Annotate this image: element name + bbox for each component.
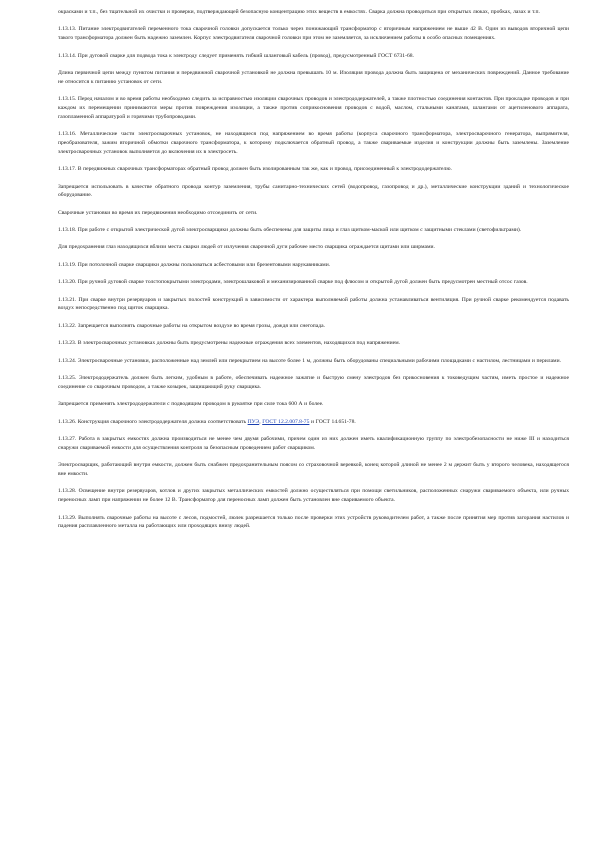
paragraph-text: 1.13.29. Выполнять сварочные работы на высоте с лесов, подмостей, люлек разрешается только после проверки этих устройств руководителем работ, а также после принятия мер против загорания настилов и падения расплавленного металла на работающих или проходящих внизу людей. — [58, 514, 569, 530]
paragraph-text: 1.13.23. В электросварочных установках должны быть предусмотрены надежные ограждения всех элементов, находящихся под напряжением. — [58, 340, 401, 347]
paragraph — [58, 357, 569, 366]
paragraph — [58, 487, 569, 505]
paragraph-text: 1.13.19. При потолочной сварке сварщики должны пользоваться асбестовыми или брезентовыми нарукавниками. — [58, 261, 331, 268]
paragraph-text: 1.13.16. Металлические части электросварочных установок, не находящиеся под напряжением во время работы (корпуса сварочного трансформатора, электросварочного генератора, выпрямителя, преобразователя, зажим вторичной обмотки сварочного трансформатора, к которому подключается обратный провод, а также свариваемые изделия и конструкции должны быть заземлены. Заземление электросварочных установок выполняется до включения их в электросеть. — [58, 131, 569, 155]
paragraph-text: 1.13.20. При ручной дуговой сварке толстопокрытыми электродами, электрошлаковой и механизированной сварке под флюсом и открытой дугой должен быть предусмотрен местный отсос газов. — [58, 279, 528, 286]
paragraph — [58, 374, 569, 392]
paragraph — [58, 165, 569, 174]
paragraph-text: 1.13.21. При сварке внутри резервуаров и закрытых полостей конструкций в зависимости от характера выполняемой работы должна устанавливаться вентиляция. При ручной сварке рекомендуется подавать воздух непосредственно под щиток сварщика. — [58, 296, 569, 312]
paragraph-text: 1.13.15. Перед началом и во время работы необходимо следить за исправностью изоляции сварочных проводов и электрододержателей, а также плотностью соединения контактов. При прокладке проводов и при каждом их перемещении принимаются меры против повреждения изоляции, а также против соприкосновения проводов с водой, маслом, стальными канатами, шлангами от ацетиленового аппарата, газопламенной аппаратурой и горячими трубопроводами. — [58, 96, 569, 120]
paragraph-text: 1.13.13. Питание электродвигателей переменного тока сварочной головки допускается только через понижающий трансформатор с вторичным напряжением не выше 42 В. Один из выводов вторичной цепи такого трансформатора должен быть надежно заземлен. Корпус электродвигателя сварочной головки при этом не заземляется, за исключением работы в особо опасных помещениях. — [58, 26, 569, 42]
paragraph — [58, 52, 569, 61]
paragraph — [58, 8, 569, 17]
paragraph — [58, 226, 569, 235]
paragraph — [58, 461, 569, 479]
paragraph-text: и ГОСТ 14.651-78. — [309, 418, 356, 425]
paragraph-text: 1.13.14. При дуговой сварке для подвода тока к электроду следует применять гибкий шланговый кабель (провод), предусмотренный ГОСТ 6731-68. — [58, 52, 414, 59]
paragraph-text: Сварочные установки во время их передвижения необходимо отсоединить от сети. — [58, 209, 258, 216]
paragraph-text: 1.13.28. Освещение внутри резервуаров, котлов и других закрытых металлических емкостей должно осуществляться при помощи светильников, расположенных снаружи свариваемого объекта, или ручных переносных ламп при напряжении не более 12 В. Трансформатор для переносных ламп должен быть установлен вне свариваемого объекта. — [58, 488, 569, 504]
paragraph-text: , — [259, 418, 263, 425]
paragraph — [58, 69, 569, 87]
paragraph — [58, 243, 569, 252]
reference-link[interactable]: ПУЭ — [247, 418, 260, 425]
paragraph-text: Электросварщик, работающий внутри емкости, должен быть снабжен предохранительным поясом со страховочной веревкой, конец которой длиной не менее 2 м держит быть у второго человека, находящегося вне емкости. — [58, 462, 569, 477]
paragraph — [58, 95, 569, 121]
paragraph-text: Запрещается использовать в качестве обратного провода контур заземления, трубы санитарно-технических сетей (водопровод, газопровод и др.), металлические конструкции зданий и технологическое оборудование. — [58, 183, 569, 199]
paragraph — [58, 418, 569, 427]
paragraph — [58, 400, 569, 409]
paragraph-text: 1.13.24. Электросварочные установки, расположенные над землей или перекрытием на высоте более 1 м, должны быть оборудованы специальными рабочими площадками с настилом, лестницами и перилами. — [58, 357, 561, 364]
paragraph — [58, 278, 569, 287]
reference-link[interactable]: ГОСТ 12.2.007.8-75 — [262, 418, 310, 425]
paragraph — [58, 209, 569, 218]
paragraph-text: окрасками и т.п., без тщательной их очистки и проверки, подтверждающей безопасную концентрацию этих веществ в емкостях. Сварка должна проводиться при открытых люках, пробках, лазах и т.п. — [58, 9, 540, 15]
paragraph — [58, 261, 569, 270]
paragraph-text: Запрещается применять электрододержатели с подводящим проводом в рукоятке при силе тока 600 А и более. — [58, 401, 324, 408]
paragraph-text: 1.13.22. Запрещается выполнять сварочные работы на открытом воздухе во время грозы, дождя или снегопада. — [58, 322, 326, 329]
paragraph-text: 1.13.27. Работа в закрытых емкостях должна производиться не менее чем двумя рабочими, причем один из них должен иметь квалификационную группу по электробезопасности не ниже III и находиться снаружи свариваемой емкости для осуществления контроля за безопасным проведением работ сварщиком. — [58, 435, 569, 451]
paragraph — [58, 339, 569, 348]
paragraph-text: 1.13.18. При работе с открытой электрической дугой электросварщики должны быть обеспечены для защиты лица и глаз щитком-маской или щитком с защитными стеклами (светофильтрами). — [58, 227, 522, 234]
paragraph — [58, 296, 569, 314]
paragraph-text: Длина первичной цепи между пунктом питания и передвижной сварочной установкой не должна превышать 10 м. Изоляция провода должна быть защищена от механических повреждений. Данное требование не относится к питанию установок от сети. — [58, 69, 569, 85]
paragraph — [58, 25, 569, 43]
paragraph-text: 1.13.17. В передвижных сварочных трансформаторах обратный провод должен быть изолированным так же, как и провод, присоединенный к электрододержателю. — [58, 166, 452, 173]
paragraph — [58, 322, 569, 331]
paragraph — [58, 514, 569, 532]
paragraph — [58, 435, 569, 453]
paragraph — [58, 130, 569, 156]
paragraph-text: Для предохранения глаз находящихся вблизи места сварки людей от излучения сварочной дуги рабочее место сварщика ограждается щитами или ширмами. — [58, 244, 435, 251]
paragraph — [58, 183, 569, 201]
paragraph-text: 1.13.25. Электрододержатель должен быть легким, удобным в работе, обеспечивать надежное зажатие и быструю смену электродов без прикосновения к токоведущим частям, иметь простое и надежное соединение со сварочным проводом, а также козырек, защищающий руку сварщика. — [58, 375, 569, 390]
paragraph-text: 1.13.26. Конструкция сварочного электрододержателя должна соответствовать — [58, 418, 248, 425]
